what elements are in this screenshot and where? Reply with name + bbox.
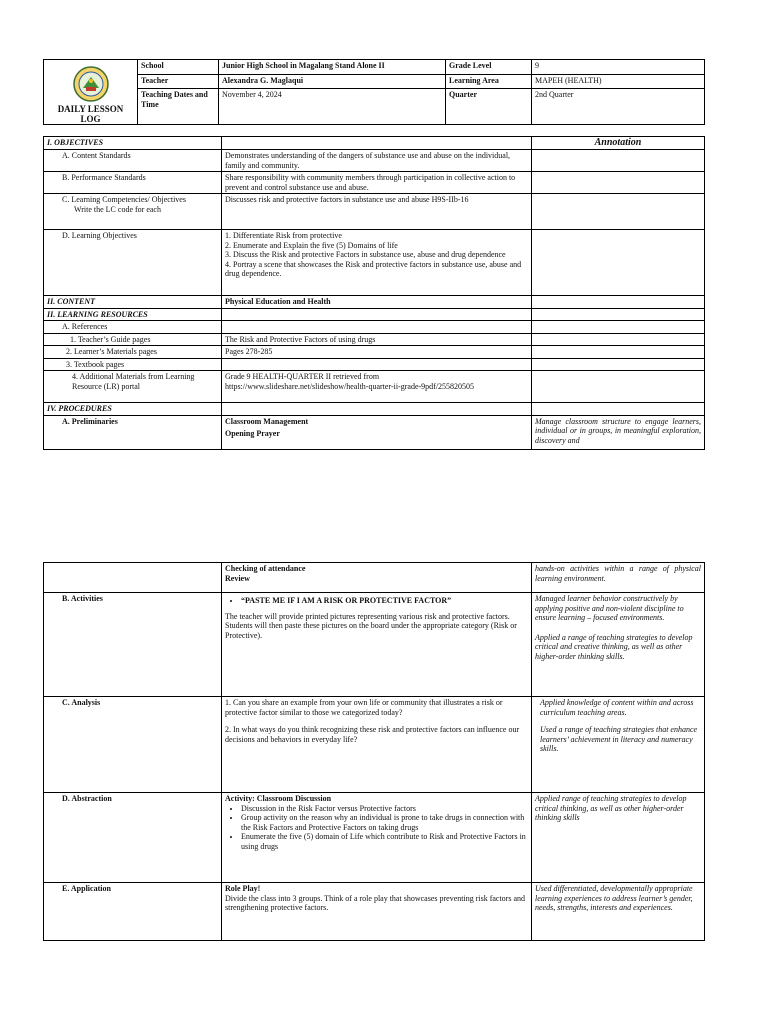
content-standards-label: A. Content Standards <box>44 150 222 172</box>
dll-title <box>44 104 137 124</box>
preliminaries-annotation: Manage classroom structure to engage learners, individual or in groups, in meaningful exploration, discovery and <box>532 415 705 449</box>
school-label: School <box>138 60 219 75</box>
analysis-annotation-1: Applied knowledge of content within and across curriculum teaching areas. <box>540 698 694 717</box>
content-value: Physical Education and Health <box>222 296 532 309</box>
additional-materials-link[interactable]: https://www.slideshare.net/slideshow/health-quarter-ii-grade-9pdf/255820505 <box>225 381 475 391</box>
empty-cell <box>532 333 705 346</box>
dates-label: Teaching Dates and Time <box>138 89 219 125</box>
abstraction-item: • Enumerate the five (5) domain of Life which contribute to Risk and Protective Factors in using drugs <box>241 832 528 851</box>
analysis-question-2: 2. In what ways do you think recognizing these risk and protective factors can influence our decisions and behaviors in everyday life? <box>225 725 520 744</box>
additional-materials-line1: Grade 9 HEALTH-QUARTER II retrieved from <box>225 372 380 381</box>
annotation-heading: Annotation <box>532 137 705 150</box>
abstraction-label: D. Abstraction <box>44 793 222 883</box>
preliminaries-label: A. Preliminaries <box>44 415 222 449</box>
opening-prayer-text: Opening Prayer <box>225 429 280 438</box>
grade-level-label: Grade Level <box>446 60 532 75</box>
textbook-label: 3. Textbook pages <box>44 358 222 371</box>
abstraction-title: Activity: Classroom Discussion <box>225 794 332 803</box>
performance-standards-label: B. Performance Standards <box>44 172 222 194</box>
application-label: E. Application <box>44 883 222 941</box>
analysis-label: C. Analysis <box>44 697 222 793</box>
empty-cell <box>222 403 532 416</box>
learning-competencies-label-line2: Write the LC code for each <box>74 204 161 214</box>
activities-title: • “PASTE ME IF I AM A RISK OR PROTECTIVE FACTOR” <box>241 596 528 606</box>
empty-cell <box>532 308 705 321</box>
lesson-table-part1 <box>43 136 705 450</box>
empty-cell <box>532 150 705 172</box>
learners-materials-value: Pages 278-285 <box>222 346 532 359</box>
school-value: Junior High School in Magalang Stand Alone II <box>219 60 446 75</box>
objectives-heading: I. OBJECTIVES <box>44 137 222 150</box>
learners-materials-label: 2. Learner’s Materials pages <box>44 346 222 359</box>
analysis-value <box>222 697 532 793</box>
header-table <box>43 59 705 125</box>
teachers-guide-value: The Risk and Protective Factors of using drugs <box>222 333 532 346</box>
application-title: Role Play! <box>225 884 261 893</box>
abstraction-item: • Discussion in the Risk Factor versus Protective factors <box>241 804 528 814</box>
abstraction-annotation: Applied range of teaching strategies to develop critical thinking, as well as other higher-order thinking skills <box>532 793 705 883</box>
activities-body: The teacher will provide printed pictures representing various risk and protective factors. Students will then paste these pictures on the board under the appropriate category (Risk or Protective). <box>225 611 517 640</box>
learning-competencies-label-line1: C. Learning Competencies/ Objectives <box>62 195 186 204</box>
content-heading: II. CONTENT <box>44 296 222 309</box>
activities-value <box>222 593 532 697</box>
performance-standards-value: Share responsibility with community members through participation in collective action to prevent and control substance use and abuse. <box>222 172 532 194</box>
learning-objective-item: 1. Differentiate Risk from protective <box>225 231 342 240</box>
empty-cell <box>44 563 222 593</box>
teacher-label: Teacher <box>138 74 219 89</box>
application-value <box>222 883 532 941</box>
teacher-value: Alexandra G. Maglaqui <box>219 74 446 89</box>
empty-cell <box>532 358 705 371</box>
empty-cell <box>532 172 705 194</box>
learning-objective-item: 2. Enumerate and Explain the five (5) Domains of life <box>225 240 398 250</box>
procedures-heading: IV. PROCEDURES <box>44 403 222 416</box>
learning-objectives-value <box>222 230 532 296</box>
references-label: A. References <box>44 321 222 334</box>
activities-annotation-2: Applied a range of teaching strategies to develop critical and creative thinking, as well as other higher-order thinking skills. <box>535 632 693 661</box>
empty-cell <box>222 321 532 334</box>
additional-materials-label: 4. Additional Materials from Learning Resource (LR) portal <box>44 371 222 403</box>
dates-value: November 4, 2024 <box>219 89 446 125</box>
empty-cell <box>532 321 705 334</box>
learning-resources-heading: II. LEARNING RESOURCES <box>44 308 222 321</box>
school-logo-cell <box>44 60 138 125</box>
empty-cell <box>532 296 705 309</box>
preliminaries-annotation-cont: hands-on activities within a range of physical learning environment. <box>532 563 705 593</box>
preliminaries-value <box>222 415 532 449</box>
activities-label: B. Activities <box>44 593 222 697</box>
learning-objectives-label: D. Learning Objectives <box>44 230 222 296</box>
empty-cell <box>532 346 705 359</box>
lesson-table-part2 <box>43 562 705 941</box>
analysis-annotation <box>532 697 705 793</box>
abstraction-value <box>222 793 532 883</box>
dll-title-line2: LOG <box>80 114 101 124</box>
additional-materials-value <box>222 371 532 403</box>
checking-attendance-text: Checking of attendance <box>225 564 306 573</box>
empty-cell <box>222 358 532 371</box>
grade-level-value: 9 <box>532 60 705 75</box>
learning-competencies-label <box>44 194 222 230</box>
learning-area-value: MAPEH (HEALTH) <box>532 74 705 89</box>
learning-competencies-value: Discusses risk and protective factors in substance use and abuse H9S-IIb-16 <box>222 194 532 230</box>
empty-cell <box>532 371 705 403</box>
teachers-guide-label: 1. Teacher’s Guide pages <box>44 333 222 346</box>
content-standards-value: Demonstrates understanding of the dangers of substance use and abuse on the individual, family and community. <box>222 150 532 172</box>
empty-cell <box>532 403 705 416</box>
empty-cell <box>222 308 532 321</box>
preliminaries-cont-value <box>222 563 532 593</box>
classroom-management-text: Classroom Management <box>225 416 309 426</box>
empty-cell <box>222 137 532 150</box>
learning-objective-item: 4. Portray a scene that showcases the Risk and protective factors in substance use, abuse and drug dependence. <box>225 259 522 278</box>
application-annotation: Used differentiated, developmentally appropriate learning experiences to address learner’s gender, needs, strengths, interests and experiences. <box>532 883 705 941</box>
empty-cell <box>532 230 705 296</box>
school-seal-logo <box>73 66 109 102</box>
activities-annotation <box>532 593 705 697</box>
dll-title-line1: DAILY LESSON <box>57 104 124 114</box>
analysis-annotation-2: Used a range of teaching strategies that enhance learners’ achievement in literacy and numeracy skills. <box>540 725 698 753</box>
learning-objective-item: 3. Discuss the Risk and protective Factors in substance use, abuse and drug dependence <box>225 250 506 259</box>
abstraction-item: • Group activity on the reason why an individual is prone to take drugs in connection with the Risk Factors and Protective Factors on taking drugs <box>241 813 528 832</box>
learning-area-label: Learning Area <box>446 74 532 89</box>
application-body: Divide the class into 3 groups. Think of a role play that showcases preventing risk factors and strengthening protective factors. <box>225 893 526 912</box>
quarter-label: Quarter <box>446 89 532 125</box>
quarter-value: 2nd Quarter <box>532 89 705 125</box>
activities-annotation-1: Managed learner behavior constructively by applying positive and non-violent discipline to ensure learning – focused environments. <box>535 594 684 622</box>
analysis-question-1: 1. Can you share an example from your own life or community that illustrates a risk or protective factor similar to those we categorized today? <box>225 698 503 717</box>
review-text: Review <box>225 573 250 583</box>
empty-cell <box>532 194 705 230</box>
